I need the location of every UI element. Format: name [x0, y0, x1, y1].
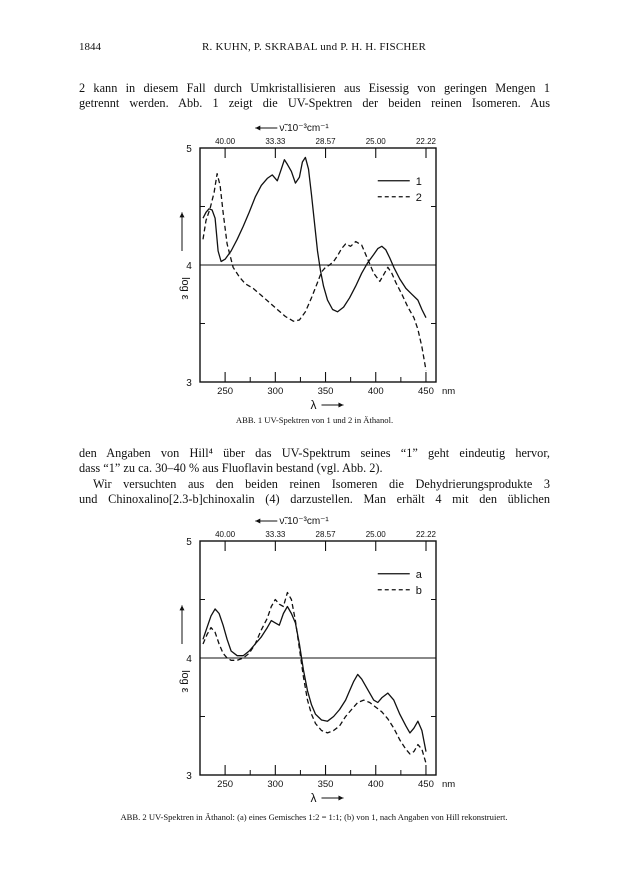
x-tick-label: 450	[418, 779, 434, 790]
x-unit-label: nm	[441, 779, 456, 790]
running-head-authors: R. KUHN, P. SKRABAL und P. H. H. FISCHER	[202, 41, 426, 53]
top-tick-label: 22.22	[415, 530, 437, 539]
x-tick-label: 350	[317, 386, 334, 397]
x-axis-label: λ	[310, 791, 317, 805]
paragraph-line: Wir versuchten aus den beiden reinen Isomeren die Dehydrierungsprodukte 3	[93, 476, 550, 491]
top-tick-label: 25.00	[365, 137, 386, 146]
x-tick-label: 250	[217, 386, 234, 397]
y-tick-label: 5	[186, 537, 192, 548]
figure-1-caption: ABB. 1 UV-Spektren von 1 und 2 in Äthanol.	[235, 415, 394, 425]
y-tick-label: 5	[186, 144, 192, 155]
top-axis-arrowhead	[255, 519, 260, 524]
y-tick-label: 3	[186, 378, 192, 389]
x-axis-arrowhead	[338, 796, 343, 801]
top-tick-label: 22.22	[415, 137, 437, 146]
x-tick-label: 350	[317, 779, 334, 790]
x-tick-label: 400	[367, 386, 384, 397]
x-tick-label: 450	[418, 386, 434, 397]
top-tick-label: 40.00	[215, 530, 236, 539]
top-tick-label: 33.33	[265, 530, 286, 539]
figure-2-caption: ABB. 2 UV-Spektren in Äthanol: (a) eines Gemisches 1:2 = 1:1; (b) von 1, nach Angaben von Hill rekonstruiert.	[120, 812, 508, 822]
x-tick-label: 300	[267, 779, 284, 790]
legend-label-1: 1	[415, 175, 422, 188]
top-axis-label: ν̃.10⁻³cm⁻¹	[279, 123, 329, 134]
y-axis-label: log ε	[179, 670, 191, 693]
paragraph-line: dass “1” zu ca. 30–40 % aus Fluoflavin bestand (vgl. Abb. 2).	[79, 461, 383, 476]
y-tick-label: 3	[186, 771, 192, 782]
top-axis-label: ν̃.10⁻³cm⁻¹	[279, 516, 329, 527]
x-axis-label: λ	[310, 398, 317, 412]
x-tick-label: 300	[267, 386, 284, 397]
page-number: 1844	[79, 41, 101, 53]
paragraph-line: getrennt werden. Abb. 1 zeigt die UV-Spektren der beiden reinen Isomeren. Aus	[79, 96, 550, 111]
paragraph-line: und Chinoxalino[2.3-b]chinoxalin (4) darzustellen. Man erhält 4 mit den üblichen	[79, 492, 550, 507]
x-unit-label: nm	[441, 386, 456, 397]
x-tick-label: 400	[367, 779, 384, 790]
x-tick-label: 250	[217, 779, 234, 790]
paragraph-line: den Angaben von Hill⁴ über das UV-Spektrum seines “1” geht eindeutig hervor,	[79, 446, 550, 460]
top-tick-label: 28.57	[315, 530, 336, 539]
legend-label-a: a	[415, 568, 422, 581]
y-tick-label: 4	[186, 654, 192, 665]
legend-label-2: 2	[415, 191, 422, 204]
series-b-line	[203, 593, 426, 764]
paragraph-line: 2 kann in diesem Fall durch Umkristallisieren aus Eisessig von geringen Mengen 1	[79, 81, 550, 95]
figure-2-plot	[179, 516, 455, 805]
top-tick-label: 25.00	[365, 530, 386, 539]
y-tick-label: 4	[186, 261, 192, 272]
top-tick-label: 28.57	[315, 137, 336, 146]
legend-label-b: b	[415, 584, 422, 597]
y-axis-arrowhead	[180, 605, 185, 610]
y-axis-label: log ε	[179, 277, 191, 300]
series-a-line	[203, 607, 426, 752]
top-tick-label: 40.00	[215, 137, 236, 146]
top-tick-label: 33.33	[265, 137, 286, 146]
